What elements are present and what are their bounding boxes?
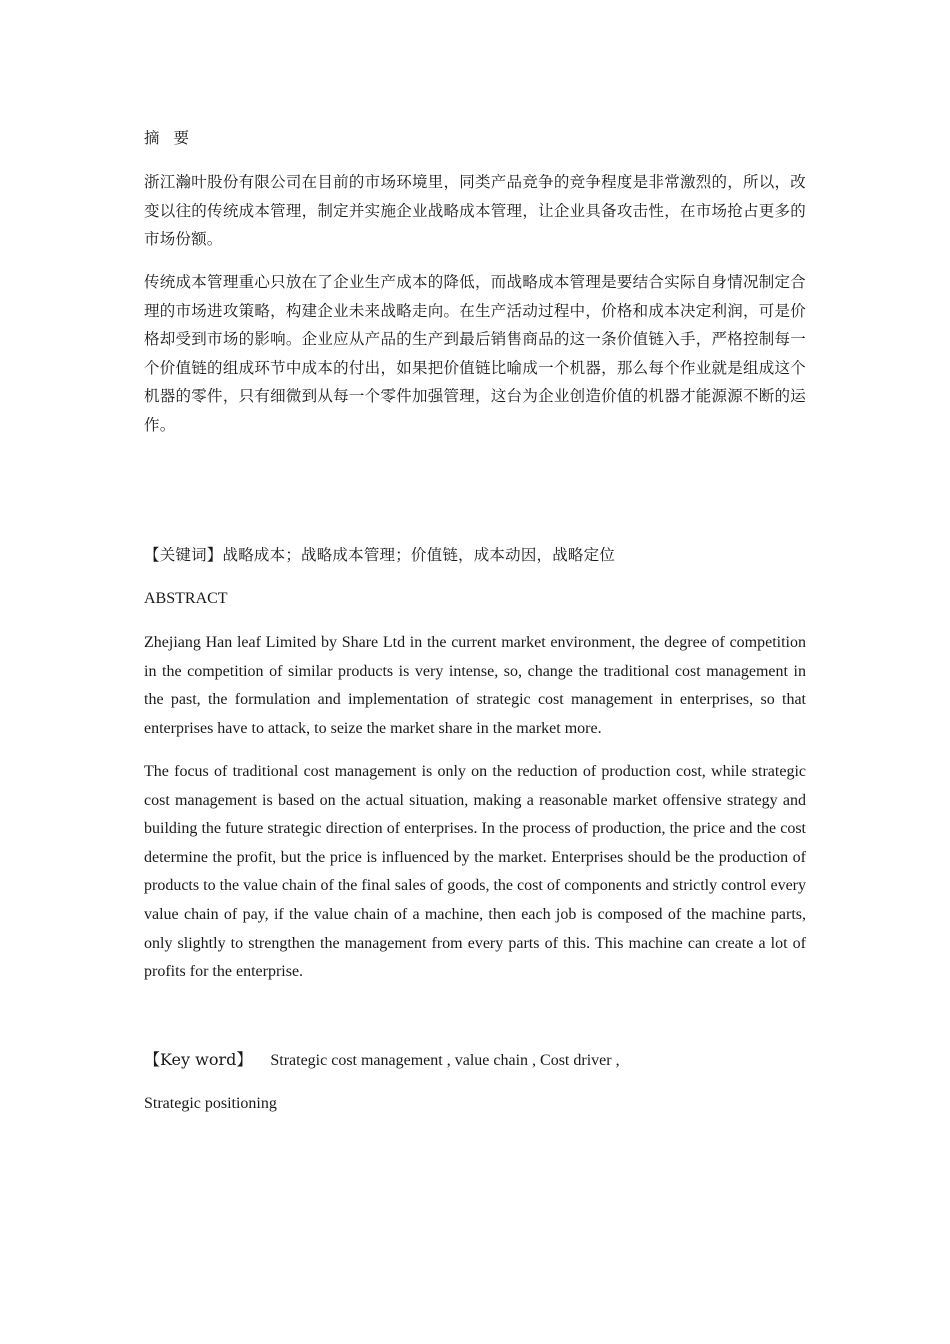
en-keywords-label: 【Key word】 [144,1050,253,1069]
cn-abstract-paragraph-1: 浙江瀚叶股份有限公司在目前的市场环境里，同类产品竞争的竞争程度是非常激烈的，所以，改变以往的传统成本管理，制定并实施企业战略成本管理，让企业具备攻击性，在市场抢占更多的市场份额。 [144,173,806,249]
cn-keywords [144,541,806,570]
en-keywords [144,1046,806,1076]
en-keywords-continued: Strategic positioning [144,1095,277,1112]
en-abstract-paragraph-1: Zhejiang Han leaf Limited by Share Ltd in the current market environment, the degree of competition in the competition of similar products is very intense, so, change the traditional cost management in the past, the formulation and implementation of strategic cost management in enterprises, so that enterprises have to attack, to seize the market share in the market more. [144,634,806,737]
en-abstract-heading: ABSTRACT [144,590,228,607]
cn-abstract-heading: 摘要 [144,129,204,147]
en-abstract-paragraph-2: The focus of traditional cost management is only on the reduction of production cost, while strategic cost management is based on the actual situation, making a reasonable market offensive strategy and building the future strategic direction of enterprises. In the process of production, the price and the cost determine the profit, but the price is influenced by the market. Enterprises should be the production of products to the value chain of the final sales of goods, the cost of components and strictly control every value chain of pay, if the value chain of a machine, then each job is composed of the machine parts, only slightly to strengthen the management from every parts of this. This machine can create a lot of profits for the enterprise. [144,763,806,981]
cn-abstract-paragraph-2: 传统成本管理重心只放在了企业生产成本的降低，而战略成本管理是要结合实际自身情况制定合理的市场进攻策略，构建企业未来战略走向。在生产活动过程中，价格和成本决定利润，可是价格却受到市场的影响。企业应从产品的生产到最后销售商品的这一条价值链入手，严格控制每一个价值链的组成环节中成本的付出，如果把价值链比喻成一个机器，那么每个作业就是组成这个机器的零件，只有细微到从每一个零件加强管理，这台为企业创造价值的机器才能源源不断的运作。 [144,273,806,434]
cn-keywords-label: 【关键词】 [144,546,223,564]
cn-keywords-text: 战略成本；战略成本管理；价值链，成本动因，战略定位 [222,546,616,564]
en-keywords-text: Strategic cost management , value chain , Cost driver , [270,1052,620,1069]
